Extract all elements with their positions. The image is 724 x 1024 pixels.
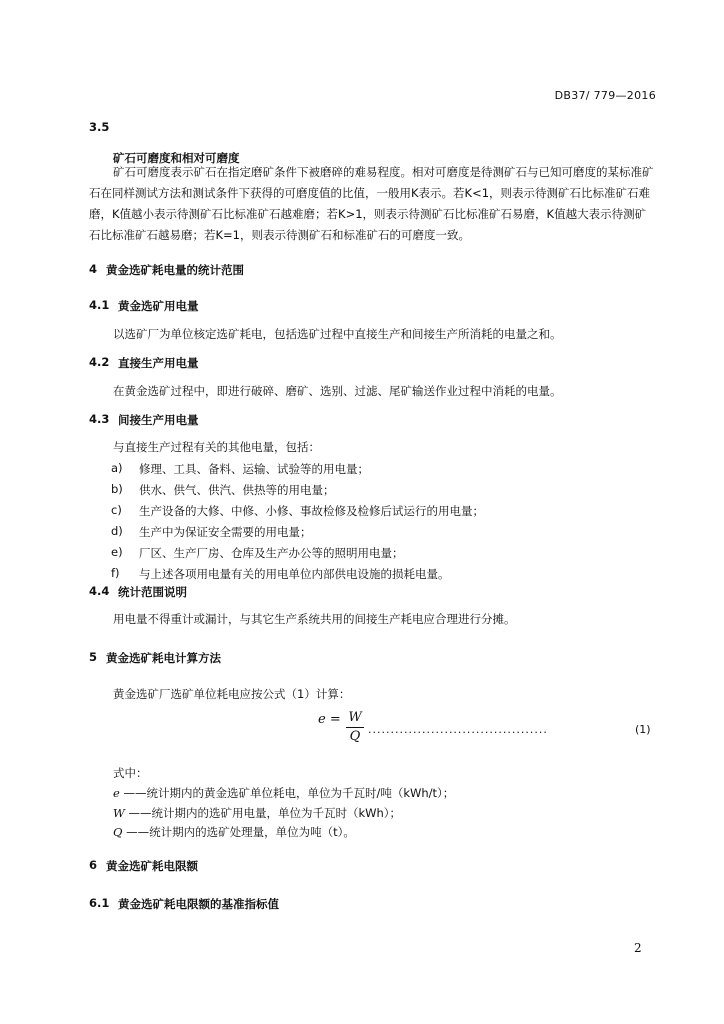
variable-description: ——统计期内的黄金选矿单位耗电，单位为千瓦时/吨（kWh/t）； (119, 786, 455, 800)
section-title-4-3: 间接生产用电量 (118, 413, 199, 427)
equation-number: (1) (635, 723, 651, 736)
section-title-4-1: 黄金选矿用电量 (118, 299, 199, 313)
list-item: 生产设备的大修、中修、小修、事故检修及检修后试运行的用电量； (139, 504, 484, 518)
section-title-4: 黄金选矿耗电量的统计范围 (106, 263, 244, 277)
list-item: 与上述各项用电量有关的用电单位内部供电设施的损耗电量。 (139, 567, 450, 581)
standard-number: DB37/ 779—2016 (554, 89, 656, 102)
section-number-4: 4 (89, 262, 98, 276)
section-title-5: 黄金选矿耗电计算方法 (106, 651, 221, 665)
variable-definition-q (113, 824, 355, 840)
formula-numerator: W (348, 710, 362, 725)
section-number-4-4: 4.4 (89, 584, 110, 598)
section-number-6-1: 6.1 (89, 896, 110, 910)
list-marker: c) (111, 503, 122, 517)
variable-symbol: e (113, 786, 120, 800)
list-item: 供水、供气、供汽、供热等的用电量； (139, 483, 335, 497)
section-title-4-4: 统计范围说明 (118, 585, 187, 599)
section-number-5: 5 (89, 650, 98, 664)
variable-definition-e (113, 785, 454, 801)
formula-denominator: Q (349, 729, 361, 744)
where-label: 式中： (113, 766, 148, 780)
fraction-bar (346, 727, 364, 728)
list-marker: f) (111, 566, 120, 580)
list-item: 厂区、生产厂房、仓库及生产办公等的照明用电量； (139, 546, 404, 560)
section-number-4-1: 4.1 (89, 298, 110, 312)
paragraph-4-1: 以选矿厂为单位核定选矿耗电，包括选矿过程中直接生产和间接生产所消耗的电量之和。 (113, 327, 562, 341)
paragraph-5-intro: 黄金选矿厂选矿单位耗电应按公式（1）计算： (113, 687, 351, 701)
list-marker: a) (111, 461, 123, 475)
variable-symbol: W (113, 806, 125, 820)
section-title-6: 黄金选矿耗电限额 (106, 859, 198, 873)
formula-leader-dots: ........................................ (368, 723, 548, 736)
variable-description: ——统计期内的选矿处理量，单位为吨（t）。 (122, 825, 355, 839)
variable-definition-w (113, 805, 401, 821)
paragraph-4-2: 在黄金选矿过程中，即进行破碎、磨矿、选别、过滤、尾矿输送作业过程中消耗的电量。 (113, 384, 562, 398)
variable-description: ——统计期内的选矿用电量，单位为千瓦时（kWh）； (124, 806, 402, 820)
section-title-3-5: 矿石可磨度和相对可磨度 (113, 151, 240, 165)
section-title-6-1: 黄金选矿耗电限额的基准指标值 (118, 897, 279, 911)
list-item: 生产中为保证安全需要的用电量； (139, 525, 312, 539)
section-title-4-2: 直接生产用电量 (118, 356, 199, 370)
list-item: 修理、工具、备料、运输、试验等的用电量； (139, 462, 369, 476)
section-number-4-3: 4.3 (89, 412, 110, 426)
page-number: 2 (634, 941, 642, 955)
section-number-4-2: 4.2 (89, 355, 110, 369)
formula-fraction (346, 710, 364, 745)
variable-symbol: Q (113, 825, 123, 839)
list-marker: d) (111, 524, 123, 538)
paragraph-4-3-intro: 与直接生产过程有关的其他电量，包括： (113, 440, 320, 454)
section-number-3-5: 3.5 (89, 120, 110, 134)
paragraph-3-5: 矿石可磨度表示矿石在指定磨矿条件下被磨碎的难易程度。相对可磨度是待测矿石与已知可磨度的某标准矿石在同样测试方法和测试条件下获得的可磨度值的比值，一般用K表示。若K<1，则表示待测矿石比标准矿石难磨，K值越小表示待测矿石比标准矿石越难磨；若K>1，则表示待测矿石比标准矿石易磨，K值越大表示待测矿石比标准矿石越易磨；若K=1，则表示待测矿石和标准矿石的可磨度一致。 (89, 165, 654, 242)
formula-lhs: e = (318, 712, 341, 727)
list-marker: b) (111, 482, 123, 496)
section-number-6: 6 (89, 858, 98, 872)
paragraph-4-4: 用电量不得重计或漏计，与其它生产系统共用的间接生产耗电应合理进行分摊。 (113, 612, 516, 626)
list-marker: e) (111, 545, 123, 559)
